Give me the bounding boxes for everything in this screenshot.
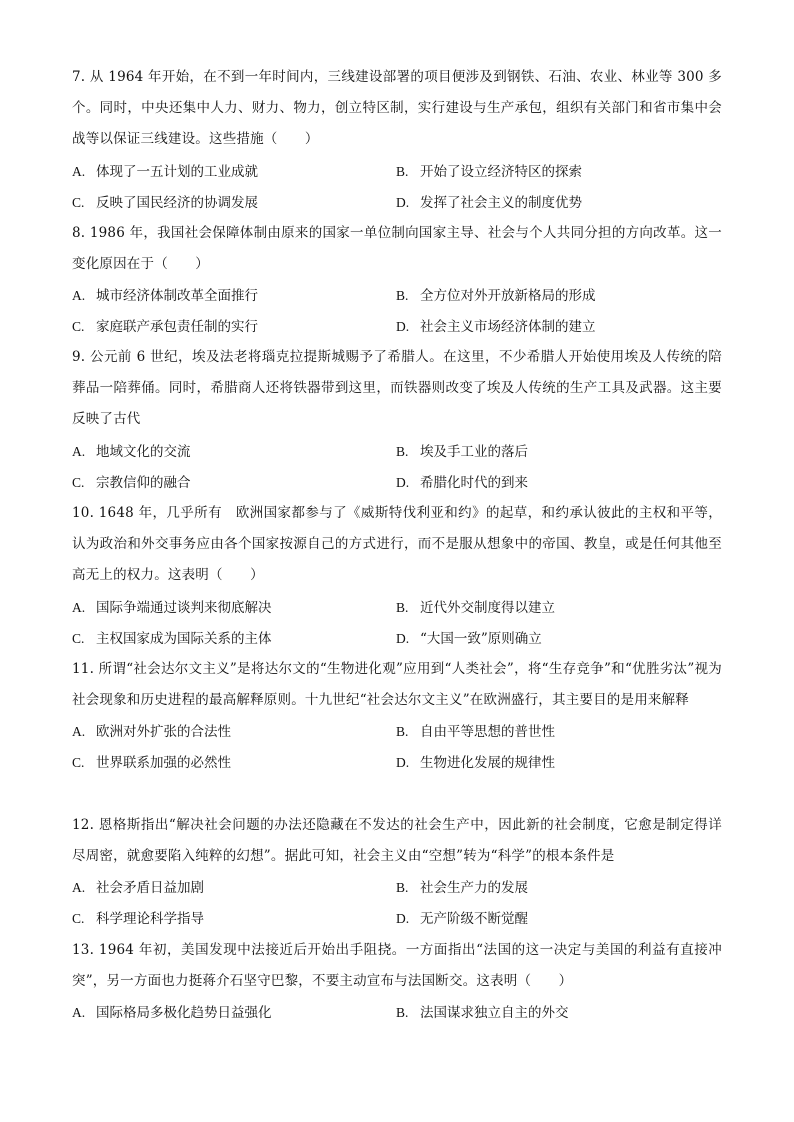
option-text: 城市经济体制改革全面推行 bbox=[96, 288, 258, 305]
option-text: “大国一致”原则确立 bbox=[420, 630, 542, 647]
option-text: 世界联系加强的必然性 bbox=[96, 755, 231, 772]
option-key: A. bbox=[72, 443, 86, 459]
option-b bbox=[396, 592, 716, 624]
option-key: B. bbox=[396, 599, 409, 615]
option-a bbox=[72, 872, 392, 904]
option-b bbox=[396, 280, 716, 312]
option-d bbox=[396, 623, 716, 655]
option-text: 埃及手工业的落后 bbox=[420, 443, 528, 460]
question-stem: 12. 恩格斯指出“解决社会问题的办法还隐藏在不发达的社会生产中，因此新的社会制度，它愈是制定得详尽周密，就愈要陷入纯粹的幻想”。据此可知，社会主义由“空想”转为“科学”的根本条件是 bbox=[72, 817, 722, 865]
option-text: 宗教信仰的融合 bbox=[96, 474, 191, 491]
options bbox=[72, 280, 722, 342]
option-text: 欧洲对外扩张的合法性 bbox=[96, 724, 231, 741]
question-stem: 9. 公元前 6 世纪，埃及法老将瑙克拉提斯城赐予了希腊人。在这里，不少希腊人开始使用埃及人传统的陪葬品一陪葬俑。同时，希腊商人还将铁器带到这里，而铁器则改变了埃及人传统的生产工具及武器。这主要反映了古代 bbox=[72, 349, 722, 428]
option-a bbox=[72, 592, 392, 624]
question-stem: 8. 1986 年，我国社会保障体制由原来的国家一单位制向国家主导、社会与个人共同分担的方向改革。这一变化原因在于（ ） bbox=[72, 225, 722, 273]
option-text: 国际争端通过谈判来彻底解决 bbox=[96, 599, 272, 616]
option-text: 地域文化的交流 bbox=[96, 443, 191, 460]
option-key: C. bbox=[72, 630, 85, 646]
option-key: C. bbox=[72, 911, 85, 927]
option-text: 发挥了社会主义的制度优势 bbox=[420, 194, 582, 211]
option-text: 法国谋求独立自主的外交 bbox=[420, 1005, 569, 1022]
option-c bbox=[72, 903, 392, 935]
option-b bbox=[396, 716, 716, 748]
option-key: C. bbox=[72, 755, 85, 771]
option-text: 反映了国民经济的协调发展 bbox=[96, 194, 258, 211]
option-key: D. bbox=[396, 630, 410, 646]
option-key: A. bbox=[72, 599, 86, 615]
question-stem: 11. 所谓“社会达尔文主义”是将达尔文的“生物进化观”应用到“人类社会”，将“生存竞争”和“优胜劣汰”视为社会现象和历史进程的最高解释原则。十九世纪“社会达尔文主义”在欧洲盛行，其主要目的是用来解释 bbox=[72, 661, 722, 709]
options bbox=[72, 716, 722, 778]
option-key: D. bbox=[396, 194, 410, 210]
question-12 bbox=[72, 810, 722, 934]
option-text: 国际格局多极化趋势日益强化 bbox=[96, 1005, 272, 1022]
question-stem: 10. 1648 年，几乎所有 欧洲国家都参与了《威斯特伐利亚和约》的起草，和约承认彼此的主权和平等，认为政治和外交事务应由各个国家按源自己的方式进行，而不是服从想象中的帝国、教皇，或是任何其他至高无上的权力。这表明（ ） bbox=[72, 505, 722, 584]
option-c bbox=[72, 623, 392, 655]
option-key: C. bbox=[72, 194, 85, 210]
question-9 bbox=[72, 342, 722, 498]
option-key: A. bbox=[72, 288, 86, 304]
option-key: A. bbox=[72, 880, 86, 896]
question-stem: 7. 从 1964 年开始，在不到一年时间内，三线建设部署的项目便涉及到钢铁、石油、农业、林业等 300 多个。同时，中央还集中人力、财力、物力，创立特区制，实行建设与生产承包，组织有关部门和省市集中会战等以保证三线建设。这些措施（ ） bbox=[72, 69, 722, 148]
option-text: 自由平等思想的普世性 bbox=[420, 724, 555, 741]
option-d bbox=[396, 311, 716, 343]
option-d bbox=[396, 467, 716, 499]
option-text: 社会生产力的发展 bbox=[420, 880, 528, 897]
option-key: C. bbox=[72, 319, 85, 335]
option-key: B. bbox=[396, 163, 409, 179]
option-key: B. bbox=[396, 724, 409, 740]
options bbox=[72, 872, 722, 934]
option-key: D. bbox=[396, 911, 410, 927]
option-text: 主权国家成为国际关系的主体 bbox=[96, 630, 272, 647]
options bbox=[72, 592, 722, 654]
question-13 bbox=[72, 935, 722, 1028]
option-text: 希腊化时代的到来 bbox=[420, 474, 528, 491]
option-text: 科学理论科学指导 bbox=[96, 911, 204, 928]
option-text: 体现了一五计划的工业成就 bbox=[96, 163, 258, 180]
option-key: A. bbox=[72, 724, 86, 740]
options bbox=[72, 156, 722, 218]
option-b bbox=[396, 156, 716, 188]
option-text: 社会主义市场经济体制的建立 bbox=[420, 319, 596, 336]
option-key: A. bbox=[72, 163, 86, 179]
question-8 bbox=[72, 218, 722, 342]
option-key: B. bbox=[396, 288, 409, 304]
option-a bbox=[72, 997, 392, 1029]
option-key: A. bbox=[72, 1005, 86, 1021]
option-text: 近代外交制度得以建立 bbox=[420, 599, 555, 616]
option-c bbox=[72, 467, 392, 499]
option-d bbox=[396, 903, 716, 935]
question-11 bbox=[72, 654, 722, 778]
question-7 bbox=[72, 62, 722, 218]
option-key: B. bbox=[396, 443, 409, 459]
option-a bbox=[72, 280, 392, 312]
option-a bbox=[72, 716, 392, 748]
question-10 bbox=[72, 498, 722, 654]
option-key: D. bbox=[396, 755, 410, 771]
option-text: 全方位对外开放新格局的形成 bbox=[420, 288, 596, 305]
options bbox=[72, 436, 722, 498]
option-c bbox=[72, 311, 392, 343]
option-d bbox=[396, 747, 716, 779]
option-key: D. bbox=[396, 474, 410, 490]
option-text: 家庭联产承包责任制的实行 bbox=[96, 319, 258, 336]
option-key: B. bbox=[396, 1005, 409, 1021]
option-a bbox=[72, 436, 392, 468]
option-text: 生物进化发展的规律性 bbox=[420, 755, 555, 772]
option-b bbox=[396, 872, 716, 904]
option-text: 无产阶级不断觉醒 bbox=[420, 911, 528, 928]
option-d bbox=[396, 187, 716, 219]
question-stem: 13. 1964 年初，美国发现中法接近后开始出手阻挠。一方面指出“法国的这一决定与美国的利益有直接冲突”，另一方面也力挺蒋介石坚守巴黎，不要主动宣布与法国断交。这表明（ ） bbox=[72, 942, 722, 990]
option-key: C. bbox=[72, 474, 85, 490]
option-c bbox=[72, 187, 392, 219]
option-a bbox=[72, 156, 392, 188]
option-b bbox=[396, 436, 716, 468]
option-text: 开始了设立经济特区的探索 bbox=[420, 163, 582, 180]
option-text: 社会矛盾日益加剧 bbox=[96, 880, 204, 897]
options bbox=[72, 997, 722, 1028]
option-c bbox=[72, 747, 392, 779]
option-key: D. bbox=[396, 319, 410, 335]
option-key: B. bbox=[396, 880, 409, 896]
option-b bbox=[396, 997, 716, 1029]
